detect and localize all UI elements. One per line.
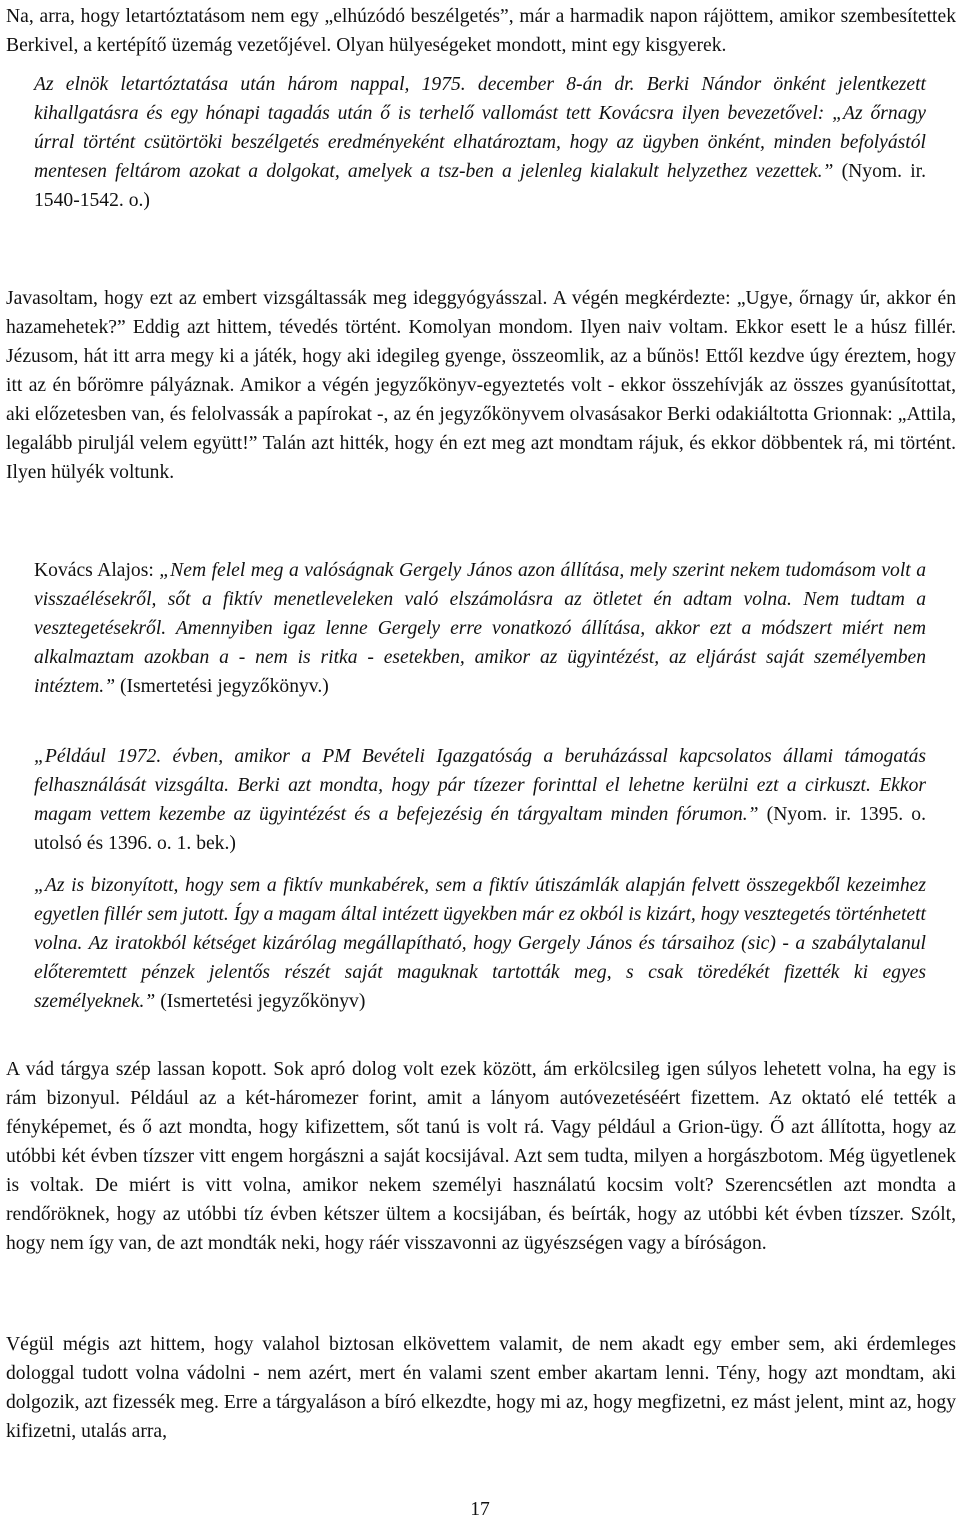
paragraph-6-quote: [34, 871, 926, 1016]
paragraph-1: [6, 2, 956, 60]
paragraph-4-quote: [34, 556, 926, 701]
paragraph-2-quote: [34, 70, 926, 215]
paragraph-8-text: Végül mégis azt hittem, hogy valahol biztosan elkövettem valamit, de nem akadt egy ember sem, aki érdemleges dologgal tudott volna vádolni - nem azért, mert én valami szent ember akartam lenni. Tény, hogy azt mondtam, aki dolgozik, azt fizessék meg. Erre a tárgyaláson a bíró elkezdte, hogy mi az, hogy megfizetni, ez mást jelent, mint az, hogy kifizetni, utalás arra,: [6, 1334, 956, 1442]
paragraph-4-italic-text: „Nem felel meg a valóságnak Gergely János azon állítása, mely szerint nekem tudomásom volt a visszaélésekről, sőt a fiktív menetleveleken való elszámolásra az ötletet én adtam volna. Nem tudtam a vesztegetésekről. Amennyiben igaz lenne Gergely erre vonatkozó állítása, akkor ezt a módszert miért nem alkalmaztam azokban a - nem is ritka - esetekben, amikor az ügyintézést, az eljárást saját személyemben intéztem.”: [34, 560, 927, 697]
paragraph-3-text: Javasoltam, hogy ezt az embert vizsgáltassák meg ideggyógyásszal. A végén megkérdezte: „Ugye, őrnagy úr, akkor én hazamehetek?” Eddig azt hittem, tévedés történt. Komolyan mondom. Ilyen naiv voltam. Ekkor esett le a húsz fillér. Jézusom, hát itt arra megy ki a játék, hogy aki idegileg gyenge, összeomlik, az a bűnös! Ettől kezdve úgy éreztem, hogy itt az én bőrömre pályáznak. Amikor a végén jegyzőkönyv-egyeztetés volt - ekkor összehívják az összes gyanúsítottat, aki előzetesben van, és felolvassák a papírokat -, az én jegyzőkönyvem olvasásakor Berki odakiáltotta Grionnak: „Attila, legalább piruljál velem együtt!” Talán azt hitték, hogy én ezt meg azt mondtam rájuk, és ekkor döbbentek rá, mi történt. Ilyen hülyék voltunk.: [6, 288, 956, 483]
paragraph-3: [6, 284, 956, 487]
paragraph-7: [6, 1055, 956, 1258]
paragraph-8: [6, 1330, 956, 1446]
page-number: 17: [470, 1499, 490, 1520]
paragraph-2-italic-text: Az elnök letartóztatása után három nappal, 1975. december 8-án dr. Berki Nándor önként jelentkezett kihallgatásra és egy hónapi tagadás után ő is terhelő vallomást tett Kovácsra ilyen bevezetővel: „Az őrnagy úrral történt csütörtöki beszélgetés eredményeként elhatároztam, hogy az ügyben önként, minden befolyástól mentesen feltárom azokat a dolgokat, amelyek a tsz-ben a jelenleg kialakult helyzethez vezettek.”: [34, 74, 926, 182]
paragraph-4-reference: (Ismertetési jegyzőkönyv.): [115, 676, 329, 697]
paragraph-5-italic-text: „Például 1972. évben, amikor a PM Bevételi Igazgatóság a beruházással kapcsolatos állami támogatás felhasználását vizsgálta. Berki azt mondta, hogy pár tízezer forinttal el lehetne kerülni ezt a cirkuszt. Ekkor magam vettem kezembe az ügyintézést és a befejezésig én tárgyaltam minden fórumon.”: [34, 746, 926, 825]
paragraph-7-text: A vád tárgya szép lassan kopott. Sok apró dolog volt ezek között, ám erkölcsileg igen súlyos lehetett volna, ha egy is rám bizonyul. Például az a két-háromezer forint, amit a lányom autóvezetéséért fizettem. Az oktató elé tették a fényképemet, és ő azt mondta, hogy kifizettem, sőt tanú is volt rá. Vagy például a Grion-ügy. Ő azt állította, hogy az utóbbi két évben tízszer vitt engem horgászni a saját kocsijával. Azt sem tudta, milyen a horgászbotom. Még ügyetlenek is voltak. De miért is vitt volna, amikor nekem személyi használatú kocsim volt? Szerencsétlen azt mondta a rendőröknek, hogy az utóbbi tíz évben kétszer ültem a kocsijában, és beírták, hogy az utóbbi két évben tízszer. Szólt, hogy nem így van, de azt mondták neki, hogy ráér visszavonni az ügyészségen vagy a bíróságon.: [6, 1059, 956, 1254]
paragraph-6-reference: (Ismertetési jegyzőkönyv): [155, 991, 366, 1012]
paragraph-4-lead: Kovács Alajos:: [34, 560, 160, 581]
paragraph-5-quote: [34, 742, 926, 858]
paragraph-1-text: Na, arra, hogy letartóztatásom nem egy „elhúzódó beszélgetés”, már a harmadik napon rájöttem, amikor szembesítettek Berkivel, a kertépítő üzemág vezetőjével. Olyan hülyeségeket mondott, mint egy kisgyerek.: [6, 6, 956, 56]
paragraph-5-reference: (Nyom. ir. 1395. o. utolsó és 1396. o. 1. bek.): [34, 804, 926, 854]
paragraph-2-reference: (Nyom. ir. 1540-1542. o.): [34, 161, 926, 211]
paragraph-6-italic-text: „Az is bizonyított, hogy sem a fiktív munkabérek, sem a fiktív útiszámlák alapján felvett összegekből kezeimhez egyetlen fillér sem jutott. Így a magam által intézett ügyekben már ez okból is kizárt, hogy vesztegetés történhetett volna. Az iratokból kétséget kizárólag megállapítható, hogy Gergely János és társaihoz (sic) - a szabálytalanul előteremtett pénzek jelentős részét saját maguknak tartották meg, s csak töredékét fizették ki egyes személyeknek.”: [34, 875, 926, 1012]
